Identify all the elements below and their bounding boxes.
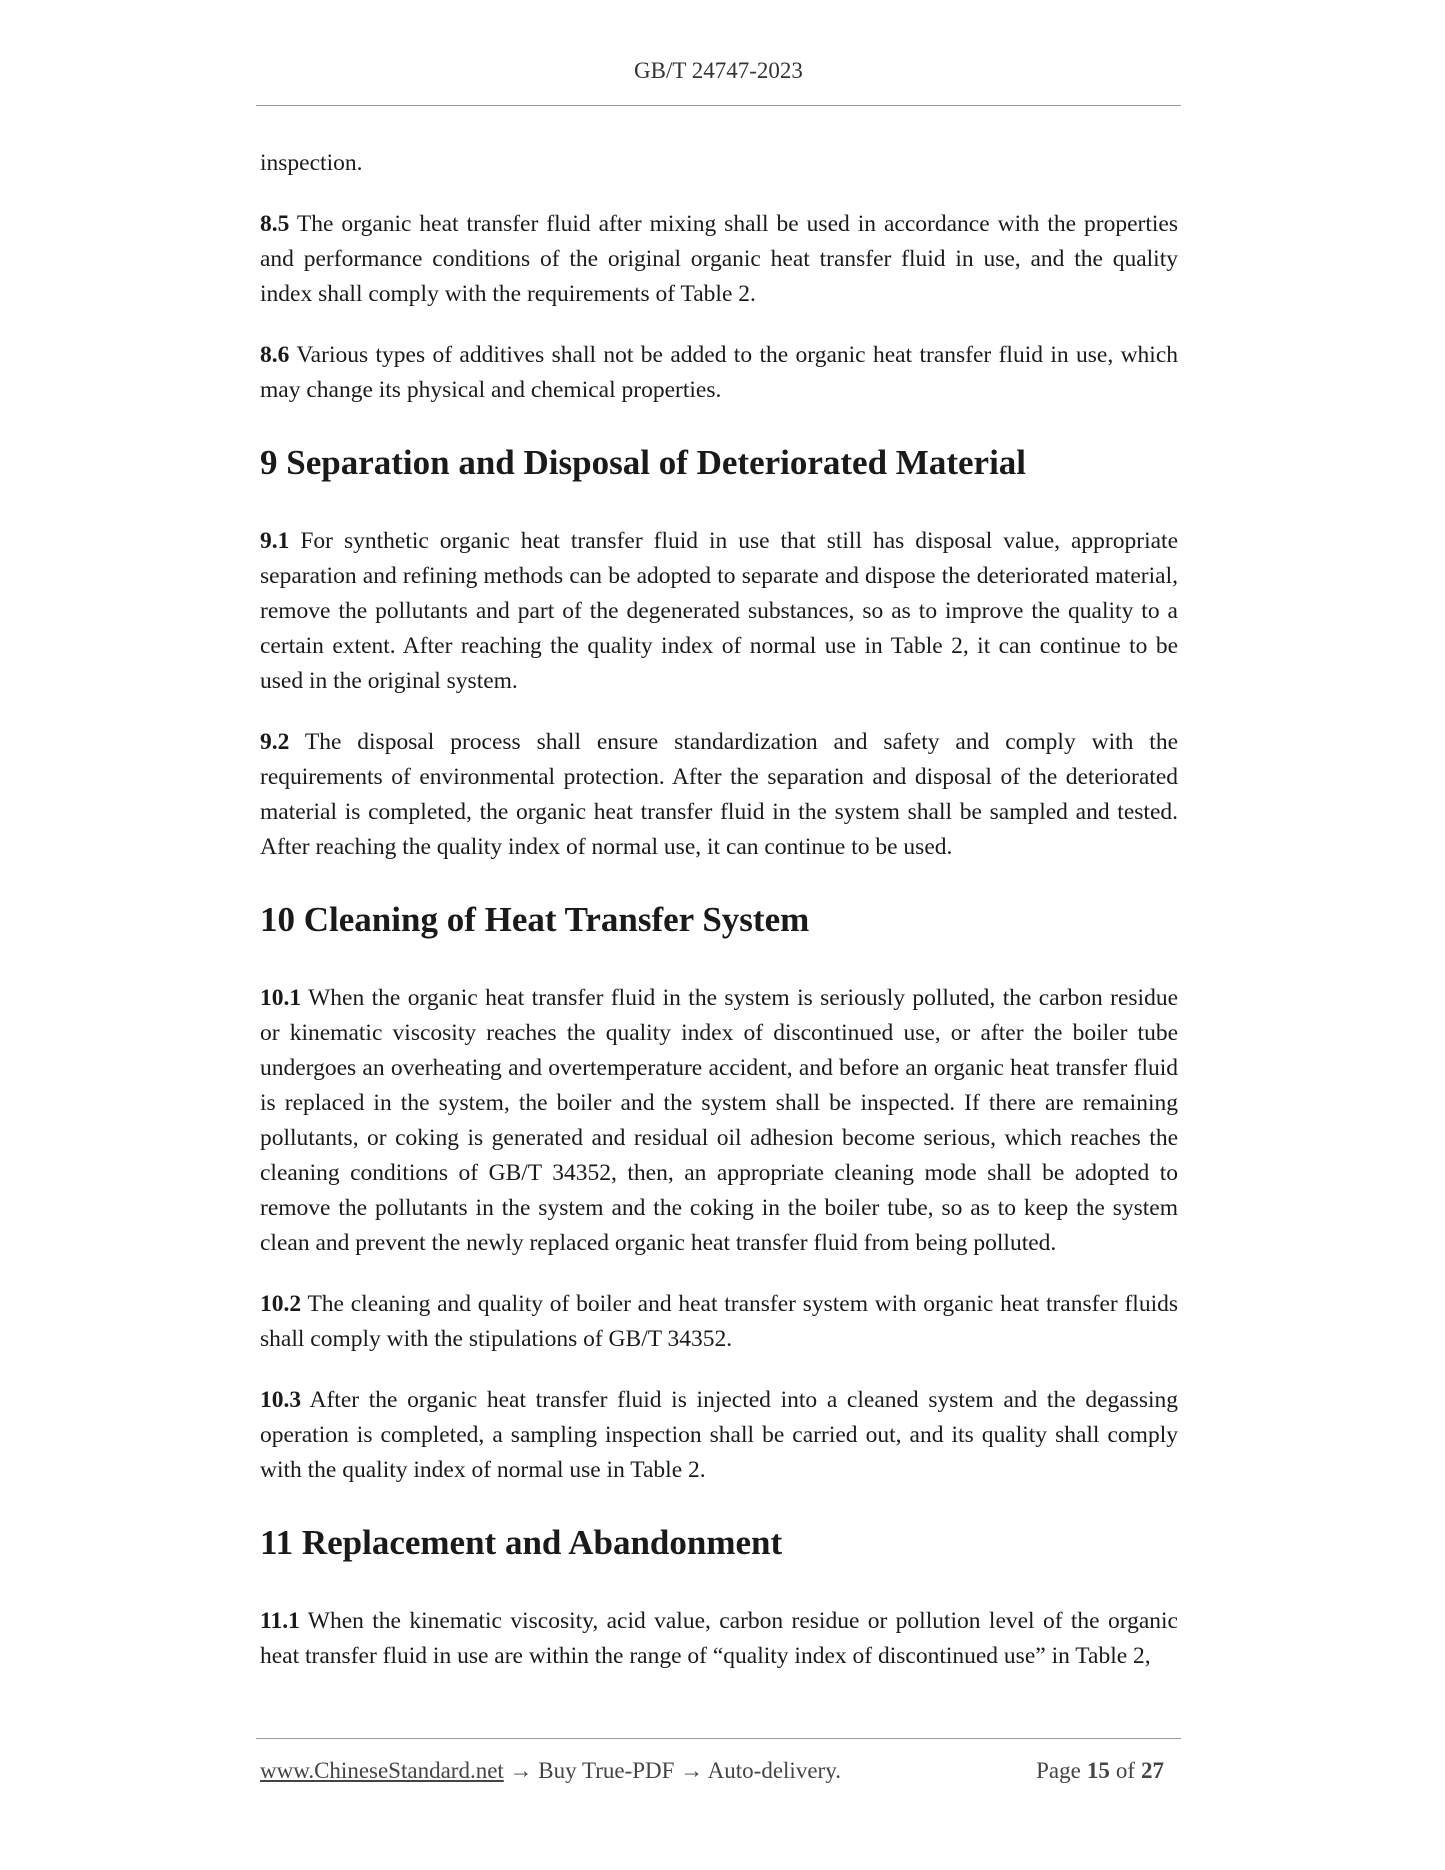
page-of-label: of [1115, 1758, 1135, 1783]
page-label: Page [1036, 1758, 1081, 1783]
buy-pdf-text: Buy True-PDF [538, 1758, 675, 1783]
clause-text: The cleaning and quality of boiler and heat transfer system with organic heat transfer fluids shall comply with the stipulations of GB/T 34352. [260, 1291, 1178, 1352]
clause-text: When the kinematic viscosity, acid value, carbon residue or pollution level of the organic heat transfer fluid in use are within the range of “quality index of discontinued use” in Table 2, [260, 1608, 1178, 1669]
clause-number: 8.6 [260, 342, 290, 368]
page-indicator [1036, 1758, 1170, 1784]
section-heading-10: 10 Cleaning of Heat Transfer System [260, 900, 810, 939]
clause-number: 9.2 [260, 729, 290, 755]
section-heading-9: 9 Separation and Disposal of Deteriorated Material [260, 443, 1027, 482]
paragraph-continuation: inspection. [260, 150, 363, 176]
footer-divider [256, 1738, 1181, 1739]
section-heading-11: 11 Replacement and Abandonment [260, 1523, 783, 1562]
footer-promo [260, 1758, 841, 1784]
document-body [260, 146, 1178, 1700]
site-link[interactable]: www.ChineseStandard.net [260, 1758, 504, 1783]
clause-text: The disposal process shall ensure standardization and safety and comply with the requirements of environmental protection. After the separation and disposal of the deteriorated material is completed, the organic heat transfer fluid in the system shall be sampled and tested. After reaching the quality index of normal use, it can continue to be used. [260, 729, 1178, 860]
header-divider [256, 105, 1181, 106]
clause-9-2 [260, 725, 1178, 865]
arrow-icon: → [674, 1758, 708, 1783]
total-pages-number: 27 [1141, 1758, 1164, 1783]
auto-delivery-text: Auto-delivery. [707, 1758, 841, 1783]
clause-number: 9.1 [260, 528, 290, 554]
clause-8-5 [260, 207, 1178, 312]
current-page-number: 15 [1086, 1758, 1110, 1783]
clause-text: When the organic heat transfer fluid in the system is seriously polluted, the carbon residue or kinematic viscosity reaches the quality index of discontinued use, or after the boiler tube undergoes an overheating and overtemperature accident, and before an organic heat transfer fluid is replaced in the system, the boiler and the system shall be inspected. If there are remaining pollutants, or coking is generated and residual oil adhesion become serious, which reaches the cleaning conditions of GB/T 34352, then, an appropriate cleaning mode shall be adopted to remove the pollutants in the system and the coking in the boiler tube, so as to keep the system clean and prevent the newly replaced organic heat transfer fluid from being polluted. [260, 985, 1178, 1256]
document-id-header: GB/T 24747-2023 [634, 58, 803, 83]
clause-number: 8.5 [260, 211, 290, 237]
clause-number: 11.1 [260, 1608, 300, 1634]
clause-text: The organic heat transfer fluid after mixing shall be used in accordance with the properties and performance conditions of the original organic heat transfer fluid in use, and the quality index shall comply with the requirements of Table 2. [260, 211, 1178, 307]
clause-text: After the organic heat transfer fluid is injected into a cleaned system and the degassing operation is completed, a sampling inspection shall be carried out, and its quality shall comply with the quality index of normal use in Table 2. [260, 1387, 1178, 1483]
clause-8-6 [260, 338, 1178, 408]
clause-text: For synthetic organic heat transfer fluid in use that still has disposal value, appropriate separation and refining methods can be adopted to separate and dispose the deteriorated material, remove the pollutants and part of the degenerated substances, so as to improve the quality to a certain extent. After reaching the quality index of normal use in Table 2, it can continue to be used in the original system. [260, 528, 1178, 694]
clause-10-1 [260, 981, 1178, 1261]
clause-number: 10.1 [260, 985, 302, 1011]
clause-9-1 [260, 524, 1178, 699]
arrow-icon: → [503, 1758, 539, 1783]
clause-number: 10.3 [260, 1387, 302, 1413]
clause-number: 10.2 [260, 1291, 302, 1317]
clause-11-1 [260, 1604, 1178, 1674]
clause-text: Various types of additives shall not be added to the organic heat transfer fluid in use, which may change its physical and chemical properties. [260, 342, 1178, 403]
clause-10-2 [260, 1287, 1178, 1357]
clause-10-3 [260, 1383, 1178, 1488]
